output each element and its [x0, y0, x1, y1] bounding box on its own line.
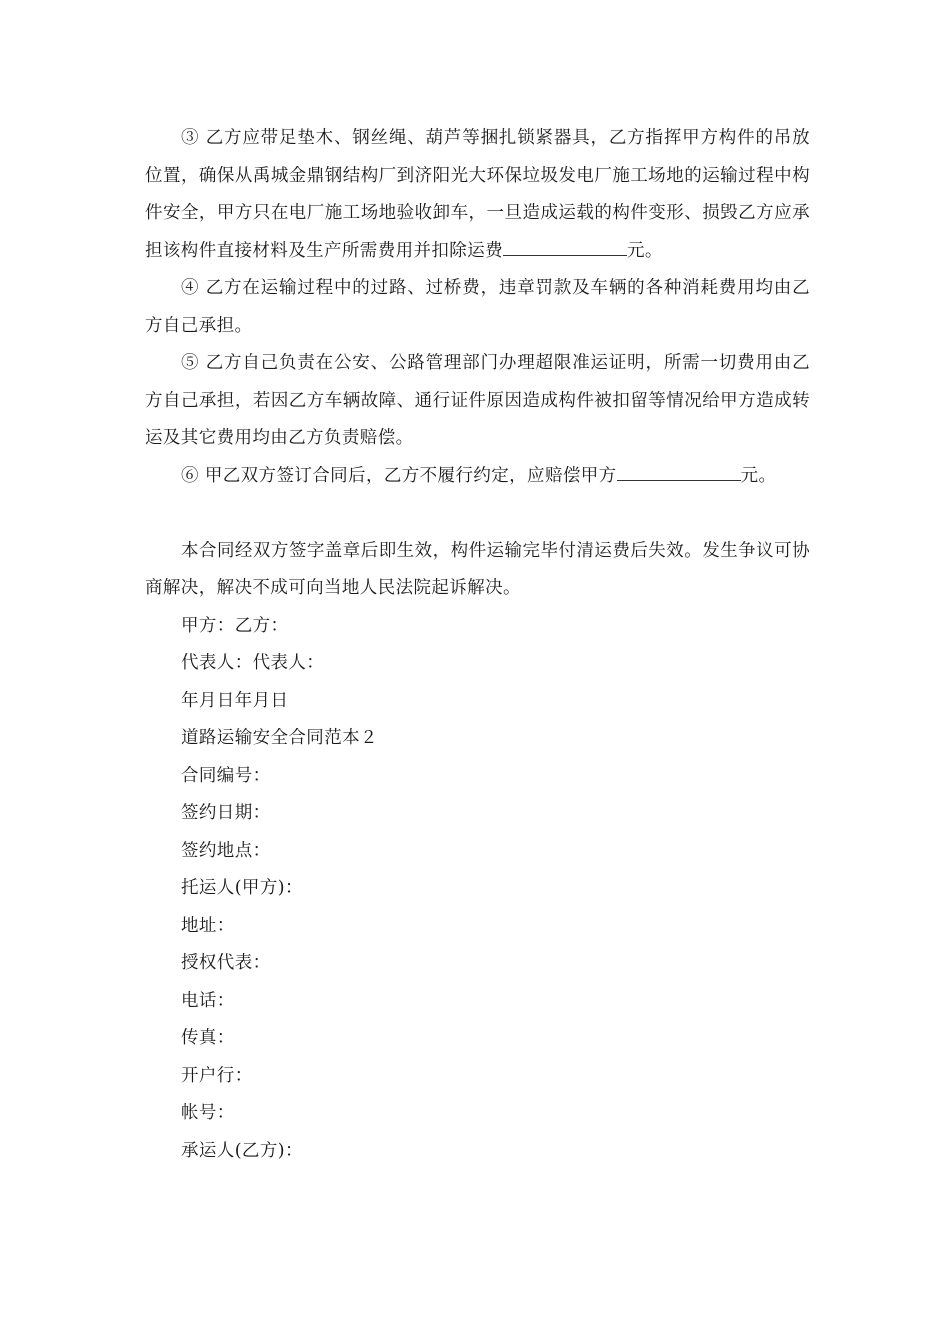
clause-4-text: ④ 乙方在运输过程中的过路、过桥费，违章罚款及车辆的各种消耗费用均由乙方自己承担。	[145, 278, 810, 336]
closing-text: 本合同经双方签字盖章后即生效，构件运输完毕付清运费后失效。发生争议可协商解决，解决不成可向当地人民法院起诉解决。	[145, 540, 810, 598]
sign-place-field: 签约地点：	[181, 840, 271, 861]
clause-4	[145, 270, 810, 345]
clause-5-text: ⑤ 乙方自己负责在公安、公路管理部门办理超限准运证明，所需一切费用由乙方自己承担，若因乙方车辆故障、通行证件原因造成构件被扣留等情况给甲方造成转运及其它费用均由乙方负责赔偿。	[145, 353, 810, 448]
phone-field: 电话：	[181, 990, 235, 1011]
clause-6-text: ⑥ 甲乙双方签订合同后，乙方不履行约定，应赔偿甲方	[181, 465, 617, 486]
clause-3	[145, 120, 810, 270]
clause-5	[145, 345, 810, 458]
signature-parties: 甲方：乙方：	[181, 615, 289, 636]
account-field: 帐号：	[181, 1103, 235, 1123]
authorized-rep-field: 授权代表：	[181, 953, 271, 973]
signature-dates: 年月日年月日	[181, 690, 289, 711]
contract-number-field: 合同编号：	[181, 765, 271, 786]
closing-paragraph	[145, 533, 810, 608]
shipper-field: 托运人(甲方)：	[181, 878, 303, 898]
clause-3-text: ③ 乙方应带足垫木、钢丝绳、葫芦等捆扎锁紧器具，乙方指挥甲方构件的吊放位置，确保从禹城金鼎钢结构厂到济阳光大环保垃圾发电厂施工场地的运输过程中构件安全，甲方只在电厂施工场地验收卸车，一旦造成运载的构件变形、损毁乙方应承担该构件直接材料及生产所需费用并扣除运费	[145, 128, 810, 261]
clause-6-suffix: 元。	[740, 465, 777, 486]
blank-compensation-line	[617, 464, 741, 481]
contract-2-title: 道路运输安全合同范本２	[181, 728, 378, 748]
clause-3-suffix: 元。	[627, 240, 663, 261]
sign-date-field: 签约日期：	[181, 803, 271, 823]
address-field: 地址：	[181, 915, 235, 936]
blank-fee-line	[503, 239, 627, 256]
signature-representatives: 代表人：代表人：	[181, 653, 325, 673]
document-page	[145, 120, 810, 1170]
bank-field: 开户行：	[181, 1065, 253, 1086]
carrier-field: 承运人(乙方)：	[181, 1140, 303, 1161]
clause-6	[145, 458, 810, 496]
paragraph-gap	[145, 495, 810, 533]
fax-field: 传真：	[181, 1028, 235, 1048]
